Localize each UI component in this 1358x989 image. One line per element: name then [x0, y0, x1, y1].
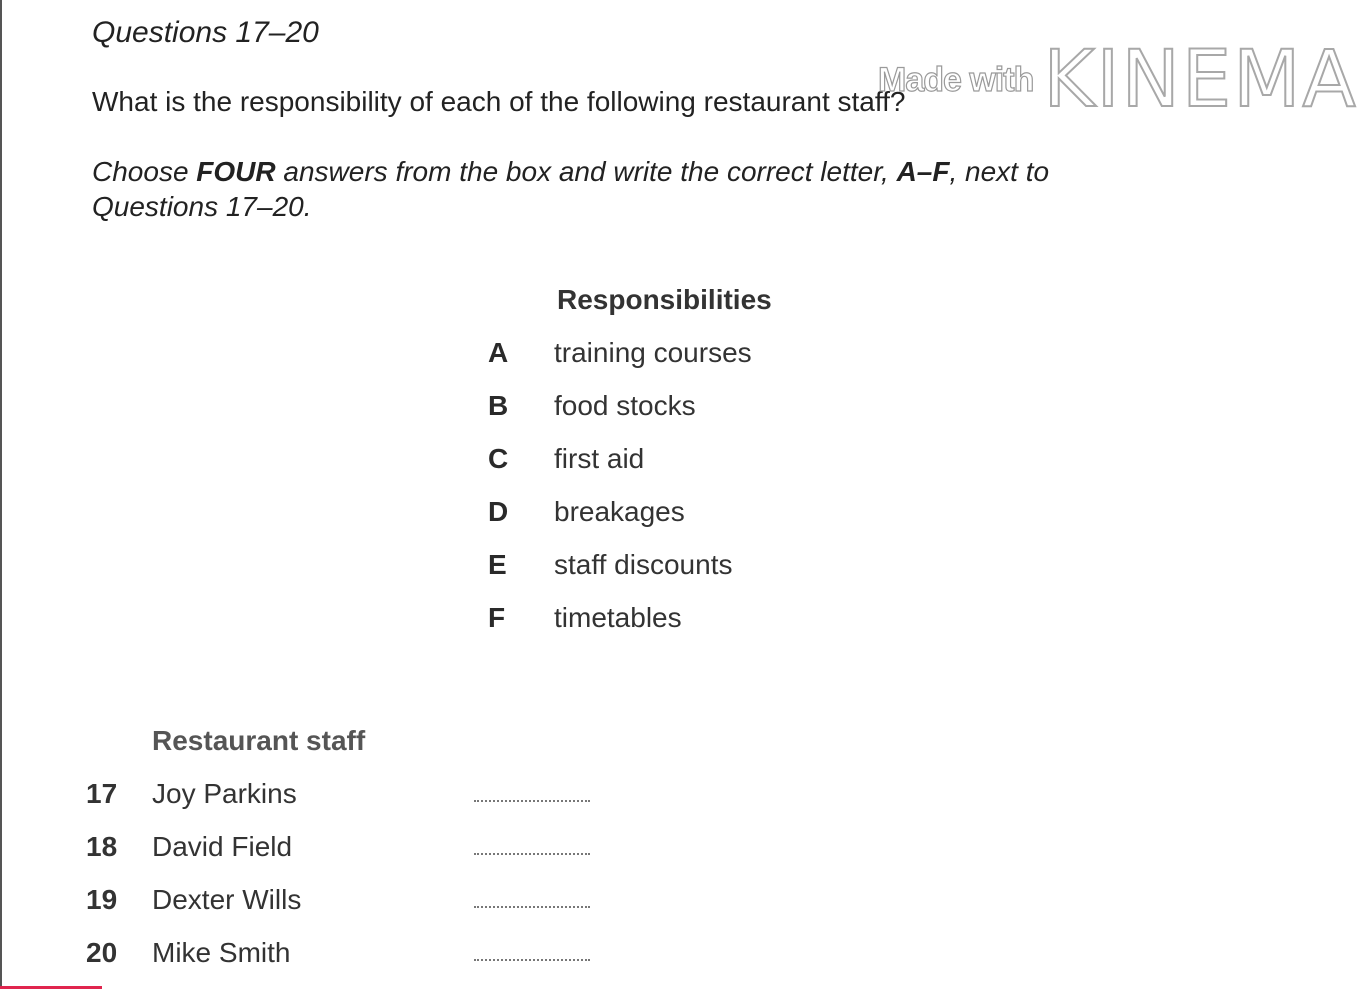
- instruction-text: [92, 154, 1152, 224]
- instruction-emphasis: A–F: [896, 156, 950, 187]
- question-number: 18: [86, 831, 118, 862]
- question-number: 17: [86, 778, 118, 809]
- kinemaster-watermark: [878, 35, 1358, 125]
- staff-name: Dexter Wills: [152, 884, 302, 915]
- question-number: 19: [86, 884, 118, 915]
- option-letter: F: [488, 602, 506, 633]
- staff-name: Mike Smith: [152, 937, 291, 968]
- watermark-logo-text: KINEMA: [1043, 35, 1358, 125]
- option-text: breakages: [554, 496, 685, 527]
- page-left-border: [0, 0, 2, 989]
- instruction-emphasis: FOUR: [196, 156, 276, 187]
- staff-name: David Field: [152, 831, 293, 862]
- option-letter: A: [488, 337, 509, 368]
- answer-blank-19[interactable]: [474, 906, 590, 908]
- instruction-part: , next to Questions 17–20.: [92, 156, 1050, 222]
- answer-blank-17[interactable]: [474, 800, 590, 802]
- option-text: timetables: [554, 602, 682, 633]
- option-f: [488, 602, 682, 638]
- answer-blank-18[interactable]: [474, 853, 590, 855]
- option-letter: E: [488, 549, 507, 580]
- staff-name: Joy Parkins: [152, 778, 297, 809]
- option-letter: C: [488, 443, 509, 474]
- section-heading: Questions 17–20: [92, 16, 319, 49]
- answer-blank-20[interactable]: [474, 959, 590, 961]
- option-text: food stocks: [554, 390, 696, 421]
- option-e: [488, 549, 732, 585]
- option-letter: B: [488, 390, 509, 421]
- option-text: training courses: [554, 337, 752, 368]
- option-text: staff discounts: [554, 549, 733, 580]
- staff-row-19: [86, 884, 408, 920]
- option-letter: D: [488, 496, 509, 527]
- staff-title: Restaurant staff: [152, 725, 366, 756]
- option-b: [488, 390, 696, 426]
- option-text: first aid: [554, 443, 645, 474]
- option-c: [488, 443, 644, 479]
- option-d: [488, 496, 685, 532]
- instruction-part: answers from the box and write the correct letter,: [275, 156, 897, 187]
- watermark-small-text: Made with: [878, 60, 1034, 99]
- question-number: 20: [86, 937, 118, 968]
- staff-row-20: [86, 937, 408, 973]
- staff-row-17: [86, 778, 408, 814]
- instruction-part: Choose: [92, 156, 197, 187]
- option-a: [488, 337, 752, 373]
- question-text: What is the responsibility of each of the following restaurant staff?: [92, 86, 906, 117]
- responsibilities-title: Responsibilities: [557, 284, 772, 315]
- staff-row-18: [86, 831, 408, 867]
